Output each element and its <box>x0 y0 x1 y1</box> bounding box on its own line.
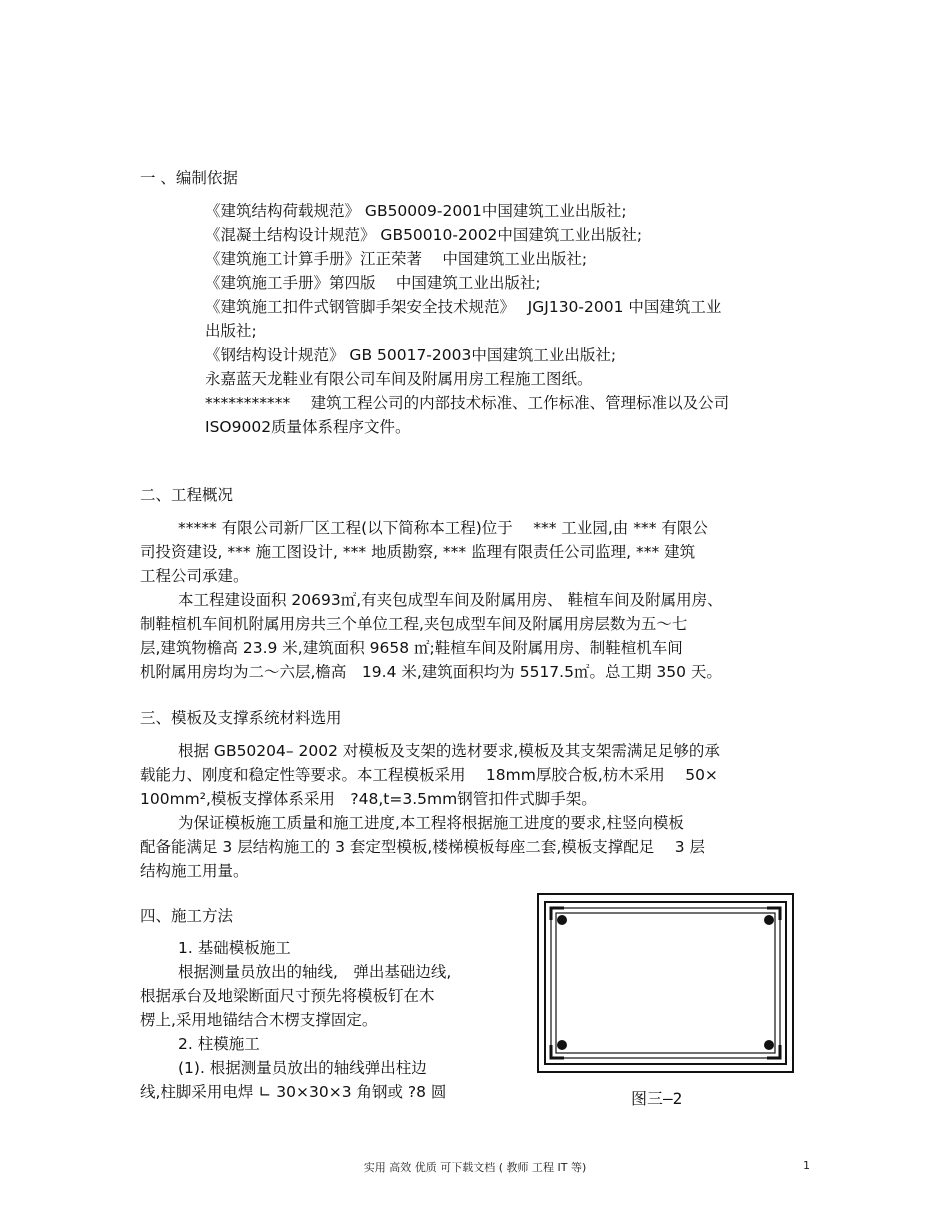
reference-item: ISO9002质量体系程序文件。 <box>205 418 411 436</box>
column-formwork-figure <box>537 893 794 1073</box>
paragraph-line: 载能力、刚度和稳定性等要求。本工程模板采用 18mm厚胶合板,枋木采用 50× <box>140 766 718 784</box>
reference-list <box>205 199 729 439</box>
paragraph-line: 机附属用房均为二～六层,檐高 19.4 米,建筑面积均为 5517.5㎡。总工期 350 天。 <box>140 663 722 681</box>
material-paragraph-1 <box>140 739 812 811</box>
section-heading-3: 三、模板及支撑系统材料选用 <box>140 709 342 727</box>
paragraph-line: 为保证模板施工质量和施工进度,本工程将根据施工进度的要求,柱竖向模板 <box>178 814 684 832</box>
overview-paragraph-2 <box>140 588 812 684</box>
reference-item: 出版社; <box>205 322 257 340</box>
reference-item: 《建筑施工扣件式钢管脚手架安全技术规范》 JGJ130-2001 中国建筑工业 <box>205 298 722 316</box>
rebar-dot <box>764 1040 774 1050</box>
material-paragraph-2 <box>140 811 812 883</box>
paragraph-line: 100mm²,模板支撑体系采用 ?48,t=3.5mm钢管扣件式脚手架。 <box>140 790 597 808</box>
reference-item: 《建筑施工手册》第四版 中国建筑工业出版社; <box>205 274 541 292</box>
rebar-dot <box>764 915 774 925</box>
paragraph-line: ***** 有限公司新厂区工程(以下简称本工程)位于 *** 工业园,由 *** 有限公 <box>178 519 708 537</box>
paragraph-line: 本工程建设面积 20693㎡,有夹包成型车间及附属用房、 鞋楦车间及附属用房、 <box>178 591 723 609</box>
paragraph-line: 司投资建设, *** 施工图设计, *** 地质勘察, *** 监理有限责任公司监理, *** 建筑 <box>140 543 696 561</box>
reference-item: 永嘉蓝天龙鞋业有限公司车间及附属用房工程施工图纸。 <box>205 370 593 388</box>
reference-item: 《建筑结构荷载规范》 GB50009-2001中国建筑工业出版社; <box>205 202 627 220</box>
reference-item: 《钢结构设计规范》 GB 50017-2003中国建筑工业出版社; <box>205 346 617 364</box>
paragraph-line: 根据承台及地梁断面尺寸预先将模板钉在木 <box>140 987 435 1005</box>
paragraph-line: 层,建筑物檐高 23.9 米,建筑面积 9658 ㎡;鞋楦车间及附属用房、制鞋楦机车间 <box>140 639 683 657</box>
paragraph-line: 根据 GB50204– 2002 对模板及支架的选材要求,模板及其支架需满足足够的承 <box>178 742 720 760</box>
subheading-column: 2. 柱模施工 <box>178 1035 260 1053</box>
paragraph-line: 根据测量员放出的轴线, 弹出基础边线, <box>178 963 452 981</box>
rebar-dot <box>557 915 567 925</box>
reference-item: 《建筑施工计算手册》江正荣著 中国建筑工业出版社; <box>205 250 588 268</box>
paragraph-line: 楞上,采用地锚结合木楞支撑固定。 <box>140 1011 378 1029</box>
section-heading-4: 四、施工方法 <box>140 907 234 925</box>
page-number: 1 <box>803 1159 810 1172</box>
method-block <box>140 936 520 1104</box>
overview-paragraph-1 <box>140 516 812 588</box>
rebar-dot <box>557 1040 567 1050</box>
paragraph-line: 结构施工用量。 <box>140 862 249 880</box>
section-heading-2: 二、工程概况 <box>140 486 234 504</box>
page-footer: 实用 高效 优质 可下载文档 ( 教师 工程 IT 等) <box>363 1161 587 1174</box>
paragraph-line: 配备能满足 3 层结构施工的 3 套定型模板,楼梯模板每座二套,模板支撑配足 3 层 <box>140 838 706 856</box>
figure-caption: 图三—2 <box>631 1089 683 1108</box>
paragraph-line: 线,柱脚采用电焊 ∟ 30×30×3 角钢或 ?8 圆 <box>140 1083 447 1101</box>
section-heading-1: 一 、编制依据 <box>140 169 238 187</box>
subheading-foundation: 1. 基础模板施工 <box>178 939 291 957</box>
paragraph-line: 制鞋楦机车间机附属用房共三个单位工程,夹包成型车间及附属用房层数为五～七 <box>140 615 688 633</box>
reference-item: *********** 建筑工程公司的内部技术标准、工作标准、管理标准以及公司 <box>205 394 730 412</box>
paragraph-line: 工程公司承建。 <box>140 567 249 585</box>
reference-item: 《混凝土结构设计规范》 GB50010-2002中国建筑工业出版社; <box>205 226 643 244</box>
paragraph-line: (1). 根据测量员放出的轴线弹出柱边 <box>178 1059 427 1077</box>
